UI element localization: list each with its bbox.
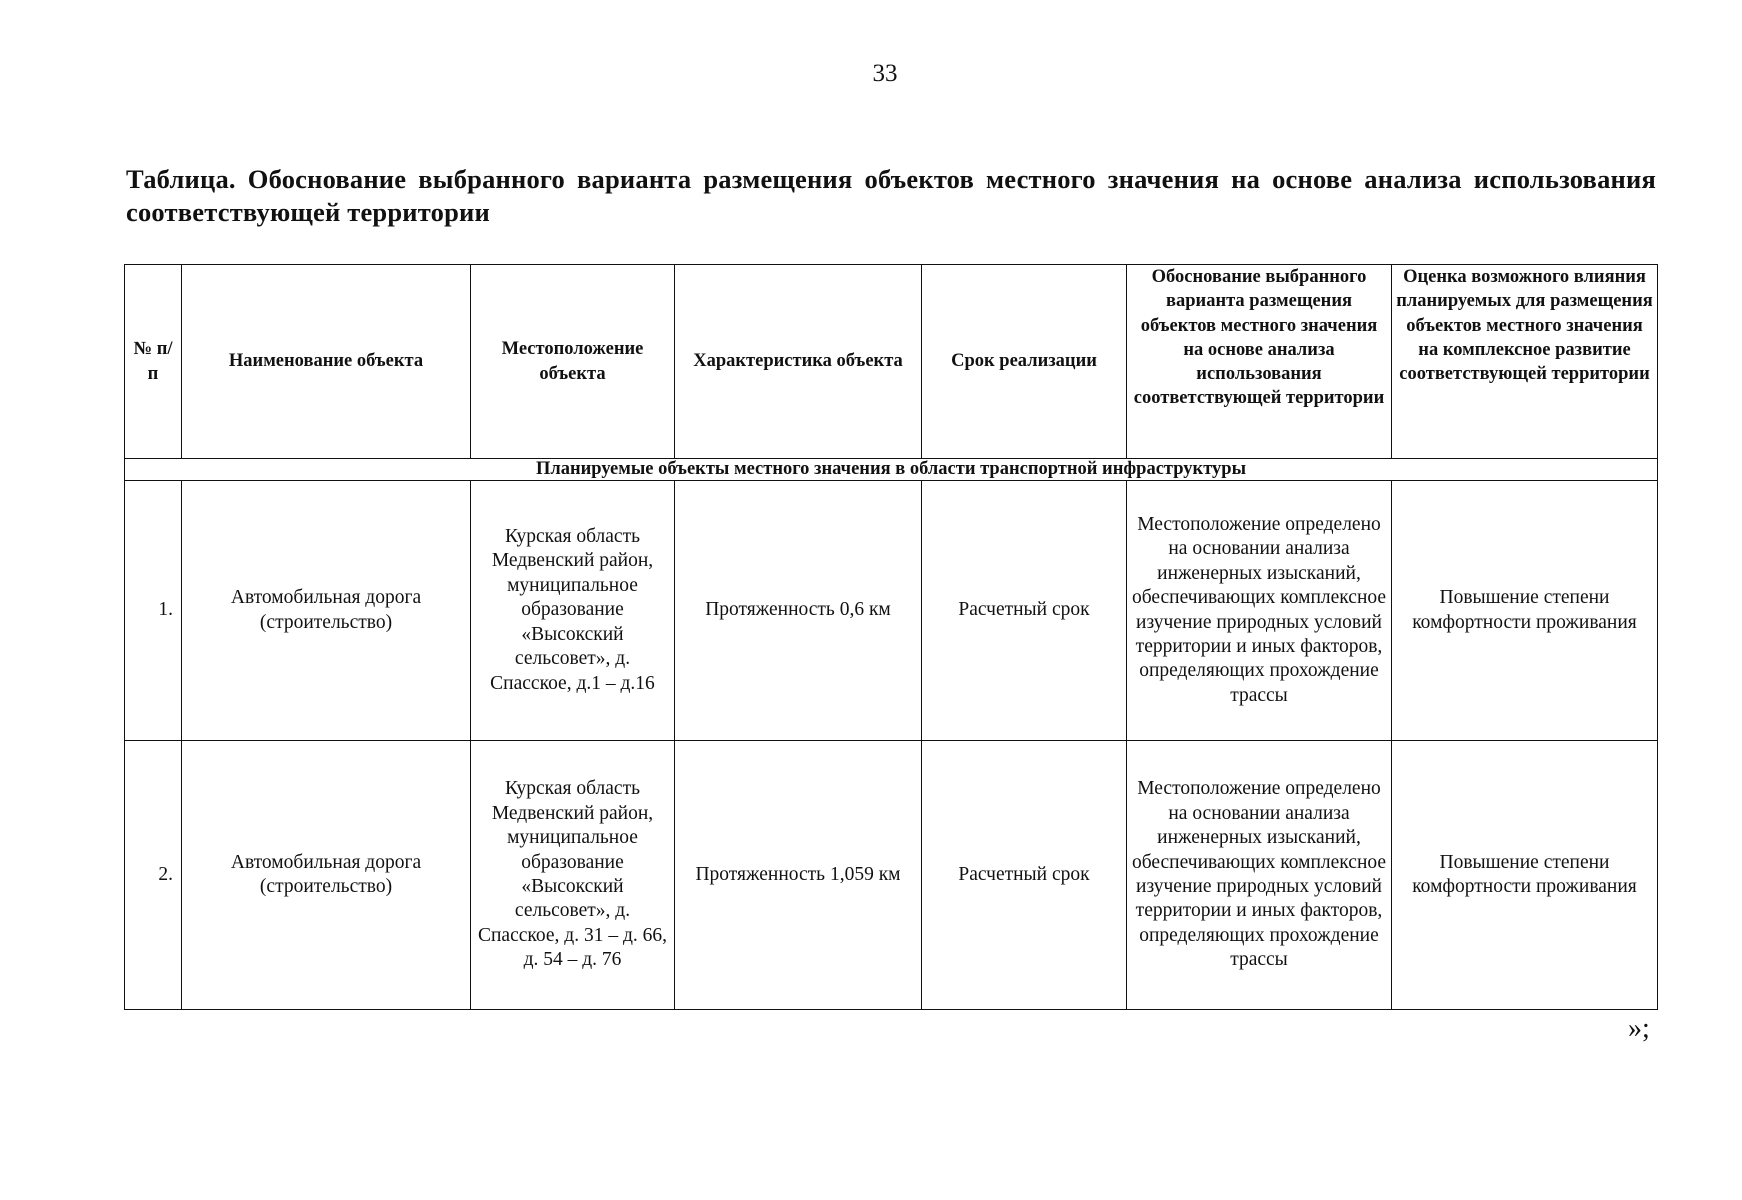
table-row xyxy=(125,481,1658,741)
table-title: Таблица. Обоснование выбранного варианта размещения объектов местного значения на основе анализа использования соответствующей территории xyxy=(126,164,1656,227)
row-term-cell: Расчетный срок xyxy=(922,741,1127,1010)
row-justification-cell: Местоположение определено на основании анализа инженерных изысканий, обеспечивающих комплексное изучение природных условий территории и иных факторов, определяющих прохождение трассы xyxy=(1127,741,1392,1010)
header-cell-justification: Обоснование выбранного варианта размещения объектов местного значения на основе анализа использования соответствующей территории xyxy=(1127,265,1392,459)
row-num-cell: 1. xyxy=(125,481,182,741)
header-cell-location: Местоположение объекта xyxy=(471,265,675,459)
row-assessment-cell: Повышение степени комфортности проживания xyxy=(1392,481,1658,741)
row-location-cell: Курская область Медвенский район, муниципальное образование «Высокский сельсовет», д. Спасское, д. 31 – д. 66, д. 54 – д. 76 xyxy=(471,741,675,1010)
row-characteristic-cell: Протяженность 1,059 км xyxy=(675,741,922,1010)
table-header-row xyxy=(125,265,1658,459)
section-title-cell: Планируемые объекты местного значения в области транспортной инфраструктуры xyxy=(125,459,1658,481)
row-name-cell: Автомобильная дорога (строительство) xyxy=(182,481,471,741)
table-row xyxy=(125,741,1658,1010)
header-cell-num: № п/п xyxy=(125,265,182,459)
closing-quote-mark: »; xyxy=(1628,1013,1650,1044)
row-name-cell: Автомобильная дорога (строительство) xyxy=(182,741,471,1010)
justification-table xyxy=(124,264,1658,1010)
header-cell-characteristic: Характеристика объекта xyxy=(675,265,922,459)
header-cell-term: Срок реализации xyxy=(922,265,1127,459)
row-characteristic-cell: Протяженность 0,6 км xyxy=(675,481,922,741)
row-term-cell: Расчетный срок xyxy=(922,481,1127,741)
header-cell-assessment: Оценка возможного влияния планируемых для размещения объектов местного значения на комплексное развитие соответствующей территории xyxy=(1392,265,1658,459)
row-justification-cell: Местоположение определено на основании анализа инженерных изысканий, обеспечивающих комплексное изучение природных условий территории и иных факторов, определяющих прохождение трассы xyxy=(1127,481,1392,741)
page-number: 33 xyxy=(872,60,898,87)
row-assessment-cell: Повышение степени комфортности проживания xyxy=(1392,741,1658,1010)
row-num-cell: 2. xyxy=(125,741,182,1010)
row-location-cell: Курская область Медвенский район, муниципальное образование «Высокский сельсовет», д. Спасское, д.1 – д.16 xyxy=(471,481,675,741)
header-cell-name: Наименование объекта xyxy=(182,265,471,459)
table-section-row xyxy=(125,459,1658,481)
